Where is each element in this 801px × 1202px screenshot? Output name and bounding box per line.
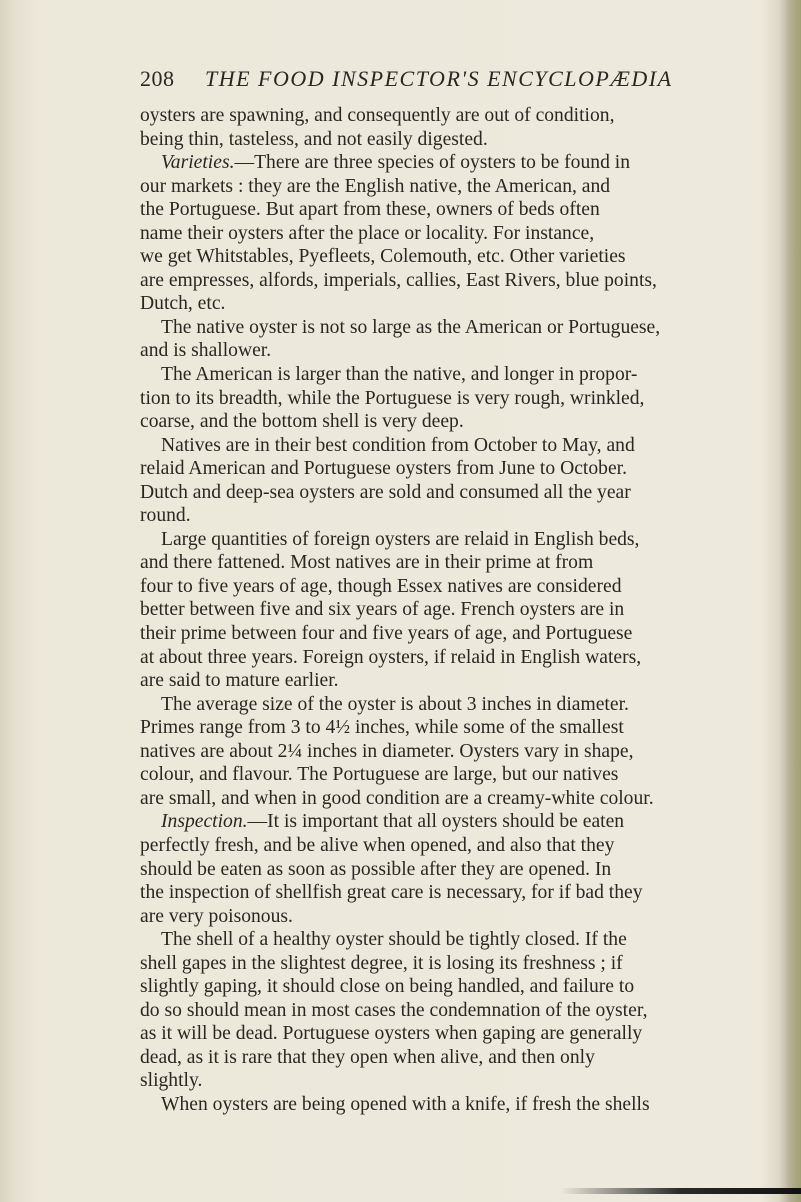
text-line: [140, 1069, 765, 1093]
text-line: [140, 222, 765, 246]
line-text: Primes range from 3 to 4½ inches, while some of the smallest: [140, 717, 624, 739]
text-line: [140, 151, 765, 175]
text-line: [140, 339, 765, 363]
text-line: [140, 198, 765, 222]
line-text: slightly.: [140, 1070, 203, 1092]
text-line: [140, 740, 765, 764]
line-text: Dutch, etc.: [140, 293, 226, 315]
text-line: [140, 905, 765, 929]
text-line: [140, 410, 765, 434]
text-line: [140, 481, 765, 505]
line-text: are very poisonous.: [140, 905, 293, 927]
line-text: The native oyster is not so large as the American or Portuguese,: [161, 316, 661, 338]
line-text: slightly gaping, it should close on being handled, and failure to: [140, 976, 635, 998]
line-text: being thin, tasteless, and not easily digested.: [140, 128, 488, 150]
line-text: four to five years of age, though Essex natives are considered: [140, 575, 622, 597]
line-text: do so should mean in most cases the condemnation of the oyster,: [140, 999, 648, 1021]
section-heading: Varieties.: [161, 152, 235, 174]
line-text: natives are about 2¼ inches in diameter. Oysters vary in shape,: [140, 740, 634, 762]
text-line: [140, 457, 765, 481]
text-line: [140, 1093, 765, 1117]
text-line: [140, 881, 765, 905]
text-line: [140, 504, 765, 528]
line-text: —There are three species of oysters to be found in: [234, 152, 631, 174]
bottom-rule: [560, 1188, 801, 1194]
text-line: [140, 575, 765, 599]
text-line: [140, 999, 765, 1023]
text-line: [140, 1046, 765, 1070]
text-line: [140, 128, 765, 152]
text-line: [140, 787, 765, 811]
text-line: [140, 175, 765, 199]
line-text: our markets : they are the English native, the American, and: [140, 175, 611, 197]
line-text: are empresses, alfords, imperials, callies, East Rivers, blue points,: [140, 269, 657, 291]
page-header: [140, 66, 760, 96]
text-line: [140, 669, 765, 693]
text-line: [140, 858, 765, 882]
line-text: Dutch and deep-sea oysters are sold and consumed all the year: [140, 481, 631, 503]
text-line: [140, 104, 765, 128]
line-text: shell gapes in the slightest degree, it is losing its freshness ; if: [140, 952, 623, 974]
text-line: [140, 1022, 765, 1046]
line-text: the Portuguese. But apart from these, owners of beds often: [140, 199, 600, 221]
line-text: round.: [140, 505, 191, 527]
line-text: coarse, and the bottom shell is very deep.: [140, 411, 464, 433]
line-text: relaid American and Portuguese oysters from June to October.: [140, 458, 627, 480]
running-title: THE FOOD INSPECTOR'S ENCYCLOPÆDIA: [205, 66, 673, 91]
text-line: [140, 810, 765, 834]
line-text: at about three years. Foreign oysters, if relaid in English waters,: [140, 646, 642, 668]
text-line: [140, 975, 765, 999]
line-text: are said to mature earlier.: [140, 670, 339, 692]
line-text: the inspection of shellfish great care is necessary, for if bad they: [140, 882, 643, 904]
text-line: [140, 551, 765, 575]
line-text: dead, as it is rare that they open when alive, and then only: [140, 1046, 595, 1068]
section-heading: Inspection.: [161, 811, 248, 833]
text-line: [140, 269, 765, 293]
line-text: should be eaten as soon as possible after they are opened. In: [140, 858, 612, 880]
line-text: The shell of a healthy oyster should be tightly closed. If the: [161, 929, 627, 951]
line-text: perfectly fresh, and be alive when opened, and also that they: [140, 834, 615, 856]
text-line: [140, 834, 765, 858]
line-text: tion to its breadth, while the Portuguese is very rough, wrinkled,: [140, 387, 645, 409]
line-text: Natives are in their best condition from October to May, and: [161, 434, 635, 456]
text-line: [140, 434, 765, 458]
text-line: [140, 245, 765, 269]
line-text: and there fattened. Most natives are in their prime at from: [140, 552, 594, 574]
line-text: better between five and six years of age. French oysters are in: [140, 599, 625, 621]
text-line: [140, 693, 765, 717]
text-line: [140, 363, 765, 387]
line-text: their prime between four and five years of age, and Portuguese: [140, 623, 633, 645]
text-line: [140, 952, 765, 976]
line-text: The average size of the oyster is about 3 inches in diameter.: [161, 693, 629, 715]
text-line: [140, 528, 765, 552]
text-line: [140, 928, 765, 952]
line-text: The American is larger than the native, and longer in propor-: [161, 364, 638, 386]
line-text: When oysters are being opened with a knife, if fresh the shells: [161, 1093, 650, 1115]
line-text: and is shallower.: [140, 340, 272, 362]
text-line: [140, 292, 765, 316]
text-line: [140, 316, 765, 340]
text-line: [140, 598, 765, 622]
page-number: 208: [140, 66, 175, 91]
line-text: as it will be dead. Portuguese oysters when gaping are generally: [140, 1023, 643, 1045]
body-text: [140, 104, 765, 1117]
text-line: [140, 387, 765, 411]
line-text: —It is important that all oysters should be eaten: [247, 811, 625, 833]
line-text: oysters are spawning, and consequently are out of condition,: [140, 105, 615, 126]
text-line: [140, 716, 765, 740]
line-text: Large quantities of foreign oysters are relaid in English beds,: [161, 528, 640, 550]
text-line: [140, 622, 765, 646]
text-line: [140, 646, 765, 670]
line-text: colour, and flavour. The Portuguese are large, but our natives: [140, 764, 619, 786]
text-line: [140, 763, 765, 787]
line-text: we get Whitstables, Pyefleets, Colemouth, etc. Other varieties: [140, 246, 626, 268]
line-text: name their oysters after the place or locality. For instance,: [140, 222, 595, 244]
line-text: are small, and when in good condition are a creamy-white colour.: [140, 787, 654, 809]
page-edge-shadow: [779, 0, 801, 1202]
